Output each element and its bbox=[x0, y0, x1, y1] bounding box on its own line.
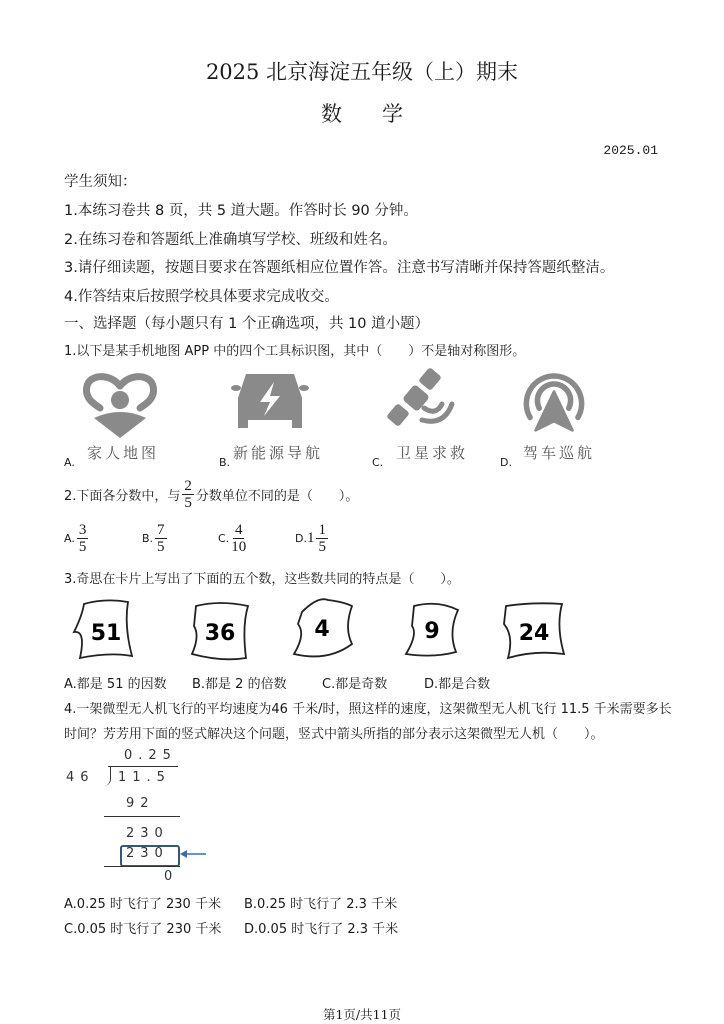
drive-cruise-icon bbox=[514, 364, 594, 434]
option-a-icon-wrap bbox=[80, 368, 160, 442]
option-a-label: 家人地图 bbox=[87, 444, 160, 462]
option-a-letter: A. bbox=[64, 456, 75, 469]
step-2: 230 bbox=[126, 826, 169, 841]
q4-option-d: D.0.05 时飞行了 2.3 千米 bbox=[244, 922, 399, 937]
option-d-icon-wrap bbox=[514, 364, 594, 438]
option-d-label: 驾车巡航 bbox=[523, 444, 596, 462]
number-card bbox=[498, 596, 568, 666]
step-3: 230 bbox=[126, 846, 169, 861]
q2-option-b: B. $\frac{7}{5}$ bbox=[142, 522, 165, 555]
option-b-icon-wrap bbox=[230, 368, 310, 442]
q3-option-c: C.都是奇数 bbox=[322, 677, 388, 692]
number-card bbox=[288, 594, 358, 664]
question-2-suffix: 分数单位不同的是（ ）。 bbox=[195, 489, 359, 504]
q2-option-a: A. $\frac{3}{5}$ bbox=[64, 522, 87, 555]
instruction-item: 4.作答结束后按照学校具体要求完成收交。 bbox=[64, 289, 339, 305]
long-division bbox=[60, 748, 220, 888]
fraction: $\frac{2}{5}$ bbox=[184, 478, 192, 511]
svg-text:9: 9 bbox=[424, 619, 440, 644]
q4-option-c: C.0.05 时飞行了 230 千米 bbox=[64, 922, 222, 937]
arrow-left-icon bbox=[178, 848, 208, 860]
question-1-text: 1.以下是某手机地图 APP 中的四个工具标识图，其中（ ）不是轴对称图形。 bbox=[64, 344, 526, 359]
ev-navigation-icon bbox=[230, 368, 310, 438]
question-4-line1: 4.一架微型无人机飞行的平均速度为46 千米/时，照这样的速度，这架微型无人机飞行 11.5 千米需要多长 bbox=[64, 702, 672, 717]
q3-option-d: D.都是合数 bbox=[424, 677, 491, 692]
dividend: 11.5 bbox=[118, 770, 171, 785]
svg-text:4: 4 bbox=[314, 617, 330, 642]
page-number: 第1页/共11页 bbox=[322, 1007, 402, 1022]
option-c-letter: C. bbox=[372, 456, 384, 469]
question-3-text: 3.奇思在卡片上写出了下面的五个数，这些数共同的特点是（ ）。 bbox=[64, 572, 460, 587]
question-2-prefix: 2.下面各分数中，与 bbox=[64, 489, 181, 504]
divisor: 46 bbox=[66, 770, 95, 785]
option-b-letter: B. bbox=[219, 456, 231, 469]
exam-date: 2025.01 bbox=[603, 143, 658, 158]
number-card bbox=[70, 596, 140, 666]
division-bar bbox=[108, 766, 178, 767]
exam-subject: 数学 bbox=[321, 102, 443, 126]
q4-option-b: B.0.25 时飞行了 2.3 千米 bbox=[244, 897, 398, 912]
question-4-line2: 时间？芳芳用下面的竖式解决这个问题，竖式中箭头所指的部分表示这架微型无人机（ ）。 bbox=[64, 727, 604, 742]
instructions-heading: 学生须知： bbox=[64, 174, 137, 190]
quotient: 0.25 bbox=[124, 748, 177, 763]
svg-text:51: 51 bbox=[90, 621, 122, 646]
option-c-label: 卫星求救 bbox=[396, 444, 469, 462]
instruction-item: 3.请仔细读题，按题目要求在答题纸相应位置作答。注意书写清晰并保持答题纸整洁。 bbox=[64, 260, 615, 276]
svg-text:36: 36 bbox=[204, 621, 236, 646]
q4-option-a: A.0.25 时飞行了 230 千米 bbox=[64, 897, 221, 912]
section-heading: 一、选择题（每小题只有 1 个正确选项，共 10 道小题） bbox=[64, 316, 430, 332]
number-card bbox=[186, 596, 256, 666]
division-bracket bbox=[104, 766, 111, 786]
option-b-label: 新能源导航 bbox=[233, 444, 324, 462]
number-card bbox=[398, 596, 468, 666]
q3-option-b: B.都是 2 的倍数 bbox=[192, 677, 287, 692]
instruction-item: 1.本练习卷共 8 页，共 5 道大题。作答时长 90 分钟。 bbox=[64, 203, 418, 219]
q3-option-a: A.都是 51 的因数 bbox=[64, 677, 167, 692]
q2-option-c: C. $\frac{4}{10}$ bbox=[218, 522, 247, 555]
family-map-icon bbox=[80, 368, 160, 438]
remainder: 0 bbox=[164, 869, 179, 884]
step-1: 92 bbox=[126, 796, 155, 811]
instruction-item: 2.在练习卷和答题纸上准确填写学校、班级和姓名。 bbox=[64, 232, 397, 248]
satellite-sos-icon bbox=[386, 368, 466, 438]
option-d-letter: D. bbox=[500, 456, 512, 469]
exam-title: 2025 北京海淀五年级（上）期末 bbox=[205, 60, 519, 84]
q2-option-d: D. 1 $\frac{1}{5}$ bbox=[295, 522, 326, 555]
option-c-icon-wrap bbox=[386, 368, 466, 442]
svg-text:24: 24 bbox=[518, 621, 550, 646]
question-2-text bbox=[64, 478, 358, 511]
